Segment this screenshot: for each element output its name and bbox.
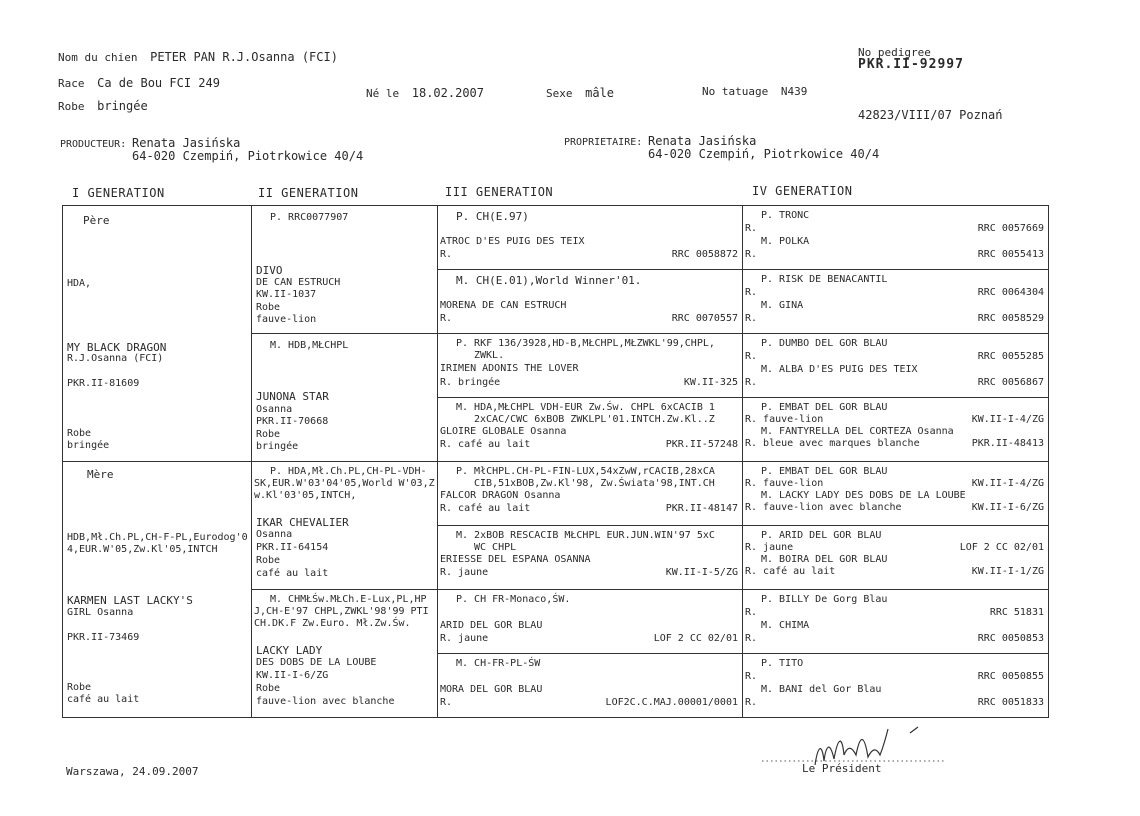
g3-5-robe: R. café au lait bbox=[440, 503, 531, 514]
g4-3-dam-robe: R. bbox=[745, 377, 758, 388]
dam-name: KARMEN LAST LACKY'S bbox=[67, 594, 193, 607]
g3-8-titles: M. CH-FR-PL-ŚW bbox=[456, 658, 541, 669]
g4-4-sire: P. EMBAT DEL GOR BLAU bbox=[761, 402, 888, 413]
g4-2-dam-reg: RRC 0058529 bbox=[977, 313, 1044, 324]
breeder-label: PRODUCTEUR: bbox=[60, 139, 127, 150]
g3-5-titles-2: CIB,51xBOB,Zw.Kl'98, Zw.Świata'98,INT.CH bbox=[474, 478, 715, 489]
g4-cell-7 bbox=[743, 590, 1049, 654]
g3-7-robe: R. jaune bbox=[440, 633, 489, 644]
g3-2-reg: RRC 0070557 bbox=[671, 313, 738, 324]
g2-3-robe: café au lait bbox=[256, 568, 329, 579]
g2-cell-4 bbox=[252, 590, 438, 718]
g4-4-sire-reg: KW.II-I-4/ZG bbox=[971, 414, 1044, 425]
dam-titles-2: 4,EUR.W'05,Zw.Kl'05,INTCH bbox=[67, 544, 218, 555]
g3-3-titles-1: P. RKF 136/3928,HD-B,MŁCHPL,MŁZWKL'99,CHPL, bbox=[456, 338, 715, 349]
president-signature bbox=[760, 725, 960, 789]
sire-robe: bringée bbox=[67, 440, 110, 451]
g3-cell-5 bbox=[438, 462, 743, 526]
g4-1-sire-reg: RRC 0057669 bbox=[977, 223, 1044, 234]
race-label: Race bbox=[58, 77, 85, 90]
g3-5-name: FALCOR DRAGON Osanna bbox=[440, 490, 561, 501]
pedigree-table bbox=[62, 205, 1049, 718]
dam-reg: PKR.II-73469 bbox=[67, 632, 140, 643]
g4-3-sire-robe: R. bbox=[745, 351, 758, 362]
dog-name-row bbox=[58, 50, 338, 64]
breeder-name: Renata Jasińska bbox=[132, 136, 241, 150]
g3-cell-7 bbox=[438, 590, 743, 654]
g4-8-sire-robe: R. bbox=[745, 671, 758, 682]
g4-8-dam-robe: R. bbox=[745, 697, 758, 708]
g2-1-reg: KW.II-1037 bbox=[256, 289, 317, 300]
g2-2-name: JUNONA STAR bbox=[256, 390, 329, 403]
sex-label: Sexe bbox=[546, 87, 573, 100]
g4-5-dam-reg: KW.II-I-6/ZG bbox=[971, 502, 1044, 513]
g3-cell-3 bbox=[438, 334, 743, 398]
g4-8-dam-reg: RRC 0051833 bbox=[977, 697, 1044, 708]
g2-2-robe-label: Robe bbox=[256, 429, 281, 440]
g4-6-dam-reg: KW.II-I-1/ZG bbox=[971, 566, 1044, 577]
g2-3-titles-3: w.Kl'03'05,INTCH, bbox=[254, 490, 357, 501]
g2-4-titles-3: CH.DK.F Zw.Euro. Mł.Zw.Św. bbox=[254, 618, 411, 629]
g4-5-dam-robe: R. fauve-lion avec blanche bbox=[745, 502, 902, 513]
g4-5-sire-robe: R. fauve-lion bbox=[745, 478, 824, 489]
birth-row bbox=[366, 86, 484, 100]
g3-cell-6 bbox=[438, 526, 743, 590]
g2-3-titles-2: SK,EUR.W'03'04'05,World W'03,Z bbox=[254, 478, 435, 489]
dam-cell bbox=[63, 462, 252, 718]
g4-2-sire-reg: RRC 0064304 bbox=[977, 287, 1044, 298]
g3-cell-4 bbox=[438, 398, 743, 462]
pedigree-number: PKR.II-92997 bbox=[858, 57, 964, 72]
g3-6-robe: R. jaune bbox=[440, 567, 489, 578]
g3-4-titles-2: 2xCAC/CWC 6xBOB ZWKLPL'01.INTCH.Zw.Kl..Z bbox=[474, 414, 715, 425]
g4-cell-5 bbox=[743, 462, 1049, 526]
g2-3-name: IKAR CHEVALIER bbox=[256, 516, 349, 529]
g3-6-titles-1: M. 2xBOB RESCACIB MŁCHPL EUR.JUN.WIN'97 5xC bbox=[456, 530, 715, 541]
dog-name: PETER PAN R.J.Osanna (FCI) bbox=[150, 50, 338, 64]
generation-4-heading: IV GENERATION bbox=[752, 184, 853, 198]
g2-4-titles-1: M. CHMŁŚw.MŁCh.E-Lux,PL,HP bbox=[270, 594, 427, 605]
signature-scribble-icon bbox=[760, 725, 960, 785]
sire-label: Père bbox=[83, 214, 110, 227]
g2-2-robe: bringée bbox=[256, 441, 299, 452]
breeder-address: 64-020 Czempiń, Piotrkowice 40/4 bbox=[132, 149, 364, 163]
owner-address: 64-020 Czempiń, Piotrkowice 40/4 bbox=[648, 147, 880, 161]
g4-1-sire: P. TRONC bbox=[761, 210, 810, 221]
g3-cell-2 bbox=[438, 270, 743, 334]
sire-titles: HDA, bbox=[67, 278, 92, 289]
g4-cell-4 bbox=[743, 398, 1049, 462]
g3-4-robe: R. café au lait bbox=[440, 439, 531, 450]
g2-2-name2: Osanna bbox=[256, 404, 293, 415]
g4-5-sire-reg: KW.II-I-4/ZG bbox=[971, 478, 1044, 489]
sire-robe-label: Robe bbox=[67, 428, 92, 439]
g4-7-sire-reg: RRC 51831 bbox=[989, 607, 1044, 618]
g3-6-titles-2: WC CHPL bbox=[474, 542, 517, 553]
g2-3-titles-1: P. HDA,Mł.Ch.PL,CH-PL-VDH- bbox=[270, 466, 427, 477]
g4-7-dam-reg: RRC 0050853 bbox=[977, 633, 1044, 644]
dam-robe-label: Robe bbox=[67, 682, 92, 693]
owner-label: PROPRIETAIRE: bbox=[564, 137, 643, 148]
g4-6-sire-robe: R. jaune bbox=[745, 542, 794, 553]
sire-reg: PKR.II-81609 bbox=[67, 378, 140, 389]
g4-5-sire: P. EMBAT DEL GOR BLAU bbox=[761, 466, 888, 477]
sire-kennel: R.J.Osanna (FCI) bbox=[67, 353, 164, 364]
dam-kennel: GIRL Osanna bbox=[67, 607, 134, 618]
g4-7-sire: P. BILLY De Gorg Blau bbox=[761, 594, 888, 605]
generation-2-heading: II GENERATION bbox=[258, 186, 359, 200]
robe-label: Robe bbox=[58, 100, 85, 113]
g3-7-reg: LOF 2 CC 02/01 bbox=[653, 633, 738, 644]
g4-cell-1 bbox=[743, 206, 1049, 270]
g4-cell-2 bbox=[743, 270, 1049, 334]
g4-2-dam-robe: R. bbox=[745, 313, 758, 324]
g3-3-titles-2: ZWKL. bbox=[474, 350, 505, 361]
place-date: Warszawa, 24.09.2007 bbox=[66, 765, 199, 778]
g3-8-name: MORA DEL GOR BLAU bbox=[440, 684, 543, 695]
dog-name-label: Nom du chien bbox=[58, 51, 138, 64]
g3-1-titles: P. CH(E.97) bbox=[456, 210, 529, 223]
g4-3-sire-reg: RRC 0055285 bbox=[977, 351, 1044, 362]
g4-2-dam: M. GINA bbox=[761, 300, 804, 311]
g3-5-reg: PKR.II-48147 bbox=[665, 503, 738, 514]
g2-cell-1 bbox=[252, 206, 438, 334]
g4-cell-8 bbox=[743, 654, 1049, 718]
registry-number: 42823/VIII/07 Poznań bbox=[858, 108, 1003, 122]
g2-1-name2: DE CAN ESTRUCH bbox=[256, 277, 341, 288]
g2-1-robe: fauve-lion bbox=[256, 314, 317, 325]
g3-7-name: ARID DEL GOR BLAU bbox=[440, 620, 543, 631]
g2-4-name: LACKY LADY bbox=[256, 644, 323, 657]
dam-label: Mère bbox=[87, 468, 114, 481]
g3-1-robe: R. bbox=[440, 249, 453, 260]
g4-4-dam: M. FANTYRELLA DEL CORTEZA Osanna bbox=[761, 426, 954, 437]
g3-2-name: MORENA DE CAN ESTRUCH bbox=[440, 300, 567, 311]
g3-7-titles: P. CH FR-Monaco,ŚW. bbox=[456, 594, 571, 605]
g4-3-dam-reg: RRC 0056867 bbox=[977, 377, 1044, 388]
dam-titles-1: HDB,Mł.Ch.PL,CH-F-PL,Eurodog'0 bbox=[67, 532, 248, 543]
g3-8-reg: LOF2C.C.MAJ.00001/0001 bbox=[605, 697, 738, 708]
president-label: Le Président bbox=[802, 762, 882, 775]
g4-1-sire-robe: R. bbox=[745, 223, 758, 234]
g4-1-dam-reg: RRC 0055413 bbox=[977, 249, 1044, 260]
g4-cell-3 bbox=[743, 334, 1049, 398]
race-value: Ca de Bou FCI 249 bbox=[97, 76, 220, 90]
g3-3-robe: R. bringée bbox=[440, 377, 501, 388]
g2-4-name2: DES DOBS DE LA LOUBE bbox=[256, 657, 377, 668]
generation-1-heading: I GENERATION bbox=[72, 186, 165, 200]
sex-value: mâle bbox=[585, 86, 615, 100]
g3-1-name: ATROC D'ES PUIG DES TEIX bbox=[440, 236, 585, 247]
g2-1-robe-label: Robe bbox=[256, 302, 281, 313]
sire-cell bbox=[63, 206, 252, 462]
g4-3-dam: M. ALBA D'ES PUIG DES TEIX bbox=[761, 364, 918, 375]
g3-6-reg: KW.II-I-5/ZG bbox=[665, 567, 738, 578]
g3-2-titles: M. CH(E.01),World Winner'01. bbox=[456, 274, 642, 287]
owner-name: Renata Jasińska bbox=[648, 134, 757, 148]
g4-7-dam: M. CHIMA bbox=[761, 620, 810, 631]
g4-4-dam-reg: PKR.II-48413 bbox=[971, 438, 1044, 449]
g2-4-reg: KW.II-I-6/ZG bbox=[256, 670, 329, 681]
g2-4-robe: fauve-lion avec blanche bbox=[256, 696, 395, 707]
pedigree-label: No pedigree bbox=[858, 46, 931, 59]
g3-2-robe: R. bbox=[440, 313, 453, 324]
g2-3-reg: PKR.II-64154 bbox=[256, 542, 329, 553]
g4-cell-6 bbox=[743, 526, 1049, 590]
g3-4-reg: PKR.II-57248 bbox=[665, 439, 738, 450]
g4-6-dam-robe: R. café au lait bbox=[745, 566, 836, 577]
robe-value: bringée bbox=[97, 99, 148, 113]
g3-5-titles-1: P. MłCHPL.CH-PL-FIN-LUX,54xZwW,rCACIB,28xCA bbox=[456, 466, 715, 477]
g3-4-titles-1: M. HDA,MŁCHPL VDH-EUR Zw.Św. CHPL 6xCACIB 1 bbox=[456, 402, 715, 413]
g4-6-sire-reg: LOF 2 CC 02/01 bbox=[959, 542, 1044, 553]
g4-8-dam: M. BANI del Gor Blau bbox=[761, 684, 882, 695]
tattoo-row bbox=[702, 85, 807, 98]
g2-4-titles-2: J,CH-E'97 CHPL,ZWKL'98'99 PTI bbox=[254, 606, 429, 617]
g4-5-dam: M. LACKY LADY DES DOBS DE LA LOUBE bbox=[761, 490, 966, 501]
g2-3-name2: Osanna bbox=[256, 529, 293, 540]
g4-3-sire: P. DUMBO DEL GOR BLAU bbox=[761, 338, 888, 349]
g2-3-robe-label: Robe bbox=[256, 555, 281, 566]
robe-row bbox=[58, 99, 148, 113]
sire-name: MY BLACK DRAGON bbox=[67, 341, 167, 354]
g4-7-sire-robe: R. bbox=[745, 607, 758, 618]
tattoo-label: No tatuage bbox=[702, 85, 769, 98]
g4-2-sire-robe: R. bbox=[745, 287, 758, 298]
birth-date: 18.02.2007 bbox=[411, 86, 484, 100]
tattoo-value: N439 bbox=[780, 85, 808, 98]
g2-4-robe-label: Robe bbox=[256, 683, 281, 694]
g2-1-titles: P. RRC0077907 bbox=[270, 212, 349, 223]
g2-1-name: DIVO bbox=[256, 264, 283, 277]
dam-robe: café au lait bbox=[67, 694, 140, 705]
g4-6-sire: P. ARID DEL GOR BLAU bbox=[761, 530, 882, 541]
g2-2-titles: M. HDB,MŁCHPL bbox=[270, 340, 349, 351]
g4-4-sire-robe: R. fauve-lion bbox=[745, 414, 824, 425]
g4-1-dam: M. POLKA bbox=[761, 236, 810, 247]
g3-cell-1 bbox=[438, 206, 743, 270]
g4-2-sire: P. RISK DE BENACANTIL bbox=[761, 274, 888, 285]
birth-label: Né le bbox=[366, 87, 400, 100]
g3-8-robe: R. bbox=[440, 697, 453, 708]
g3-6-name: ERIESSE DEL ESPANA OSANNA bbox=[440, 554, 591, 565]
g4-7-dam-robe: R. bbox=[745, 633, 758, 644]
generation-3-heading: III GENERATION bbox=[445, 185, 554, 199]
g4-8-sire: P. TITO bbox=[761, 658, 804, 669]
g4-6-dam: M. BOIRA DEL GOR BLAU bbox=[761, 554, 888, 565]
g3-3-name: IRIMEN ADONIS THE LOVER bbox=[440, 363, 579, 374]
g3-3-reg: KW.II-325 bbox=[683, 377, 738, 388]
g3-cell-8 bbox=[438, 654, 743, 718]
sex-row bbox=[546, 86, 614, 100]
race-row bbox=[58, 76, 220, 90]
g2-cell-3 bbox=[252, 462, 438, 590]
g4-8-sire-reg: RRC 0050855 bbox=[977, 671, 1044, 682]
g2-2-reg: PKR.II-70668 bbox=[256, 416, 329, 427]
g3-4-name: GLOIRE GLOBALE Osanna bbox=[440, 426, 567, 437]
g2-cell-2 bbox=[252, 334, 438, 462]
g3-1-reg: RRC 0058872 bbox=[671, 249, 738, 260]
g4-1-dam-robe: R. bbox=[745, 249, 758, 260]
g4-4-dam-robe: R. bleue avec marques blanche bbox=[745, 438, 920, 449]
